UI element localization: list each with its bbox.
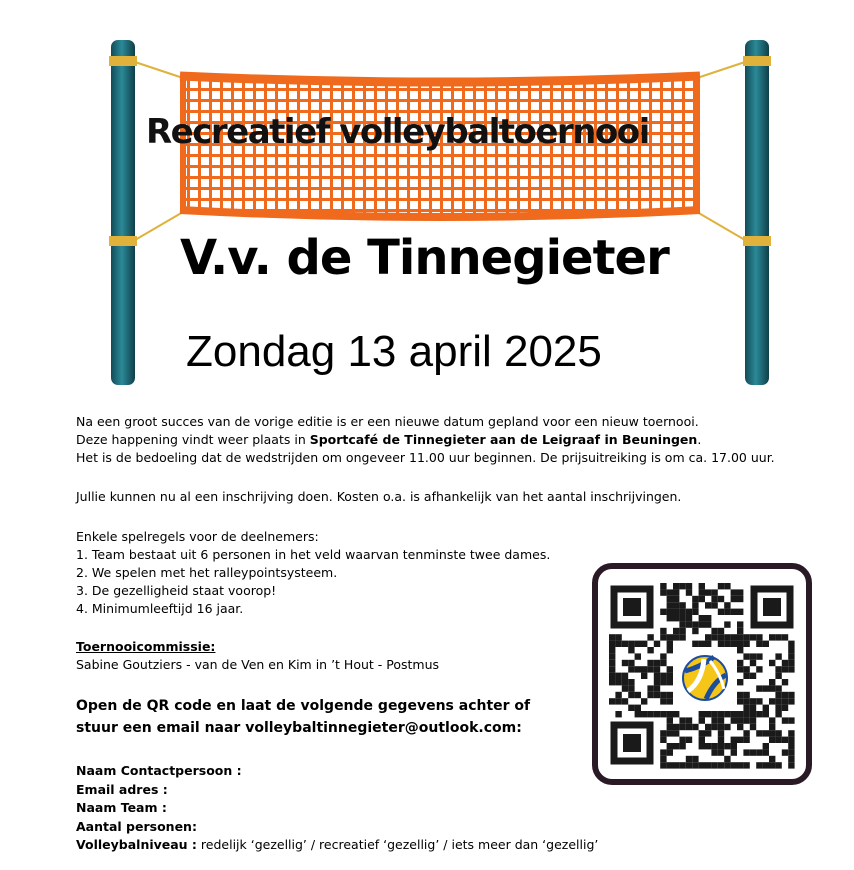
volleyball-icon xyxy=(680,653,730,703)
rule-item: 2. We spelen met het ralleypointsysteem. xyxy=(76,565,338,580)
field-email: Email adres : xyxy=(76,781,168,797)
rule-item: 1. Team bestaat uit 6 personen in het veld waarvan tenminste twee dames. xyxy=(76,547,551,562)
event-date: Zondag 13 april 2025 xyxy=(186,327,602,376)
intro-line-3: Het is de bedoeling dat de wedstrijden om ongeveer 11.00 uur beginnen. De prijsuitreiking is om ca. 17.00 uur. xyxy=(76,450,775,465)
intro-paragraph xyxy=(76,413,776,467)
field-persons: Aantal personen: xyxy=(76,818,197,834)
level-options: redelijk ‘gezellig’ / recreatief ‘gezellig’ / iets meer dan ‘gezellig’ xyxy=(196,837,599,852)
call-to-action xyxy=(76,695,596,739)
event-title: Recreatief volleybaltoernooi xyxy=(146,112,649,152)
field-contact: Naam Contactpersoon : xyxy=(76,763,242,778)
field-level: Volleybalniveau : xyxy=(76,837,197,852)
intro-line-1: Na een groot succes van de vorige editie is er een nieuwe datum gepland voor een nieuw toernooi. xyxy=(76,414,699,429)
rule-item: 4. Minimumleeftijd 16 jaar. xyxy=(76,601,244,616)
cta-line-1: Open de QR code en laat de volgende gegevens achter of xyxy=(76,698,531,714)
committee-members: Sabine Goutziers - van de Ven en Kim in ’t Hout - Postmus xyxy=(76,657,440,672)
cta-line-2: stuur een email naar volleybaltinnegieter@outlook.com: xyxy=(76,720,522,736)
rules-heading: Enkele spelregels voor de deelnemers: xyxy=(76,529,319,544)
committee-heading: Toernooicommissie: xyxy=(76,639,216,654)
field-team: Naam Team : xyxy=(76,800,167,815)
venue: Sportcafé de Tinnegieter aan de Leigraaf in Beuningen xyxy=(309,432,698,447)
intro-line-2: Deze happening vindt weer plaats in Sportcafé de Tinnegieter aan de Leigraaf in Beuningen. xyxy=(76,432,702,447)
club-name: V.v. de Tinnegieter xyxy=(180,230,669,286)
qr-code[interactable] xyxy=(592,563,812,785)
qr-code-icon[interactable] xyxy=(606,577,798,771)
registration-text: Jullie kunnen nu al een inschrijving doen. Kosten o.a. is afhankelijk van het aantal inschrijvingen. xyxy=(76,489,682,504)
rule-item: 3. De gezelligheid staat voorop! xyxy=(76,583,277,598)
